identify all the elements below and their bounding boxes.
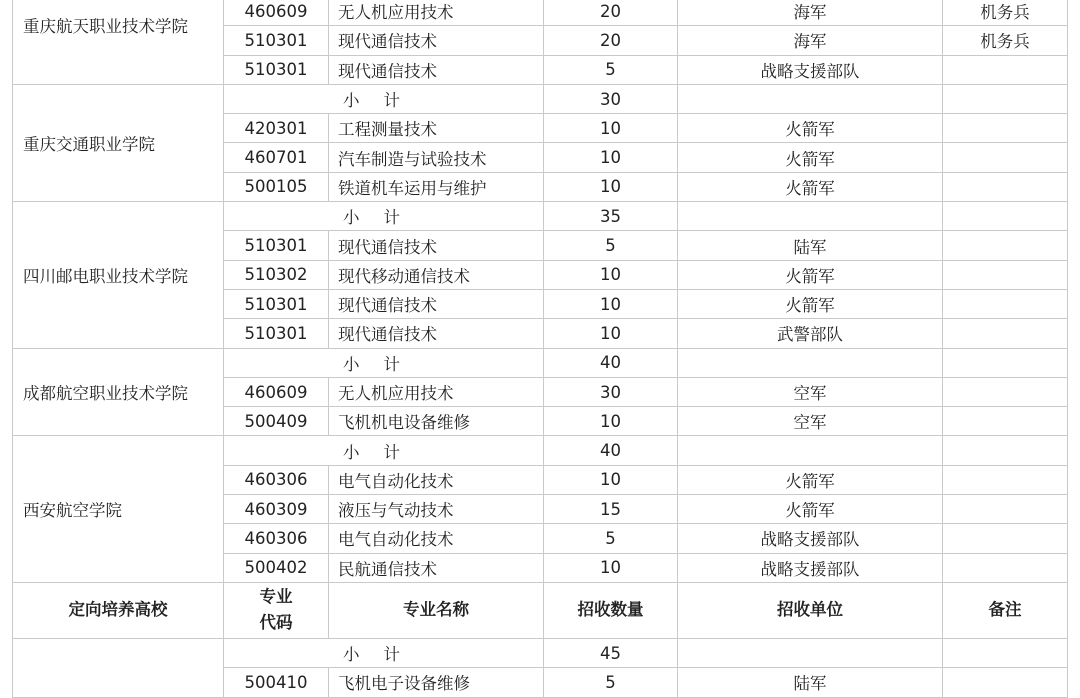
major-name: 飞机电子设备维修: [329, 668, 544, 697]
enroll-count: 10: [544, 289, 678, 318]
remark: [943, 465, 1068, 494]
remark: [943, 553, 1068, 582]
enroll-unit: 火箭军: [678, 114, 943, 143]
major-code: 500409: [224, 407, 329, 436]
enroll-unit: 战略支援部队: [678, 553, 943, 582]
major-code: 420301: [224, 114, 329, 143]
enroll-count: 5: [544, 668, 678, 697]
major-name: 工程测量技术: [329, 114, 544, 143]
school-name: 重庆航天职业技术学院: [13, 0, 224, 84]
major-name: 现代通信技术: [329, 319, 544, 348]
major-code: 460609: [224, 0, 329, 26]
subtotal-count: 45: [544, 638, 678, 667]
major-code: 510301: [224, 231, 329, 260]
major-code: 460609: [224, 377, 329, 406]
enroll-count: 10: [544, 319, 678, 348]
enroll-unit: 火箭军: [678, 260, 943, 289]
subtotal-row: [13, 348, 1080, 377]
remark: [943, 377, 1068, 406]
enroll-count: 10: [544, 114, 678, 143]
major-code: 460309: [224, 495, 329, 524]
header-code: 专业 代码: [224, 582, 329, 638]
header-major: 专业名称: [329, 582, 544, 638]
subtotal-row: [13, 436, 1080, 465]
major-name: 无人机应用技术: [329, 377, 544, 406]
major-name: 现代通信技术: [329, 55, 544, 84]
major-name: 铁道机车运用与维护: [329, 172, 544, 201]
recruitment-table: [12, 0, 1080, 698]
enroll-count: 30: [544, 377, 678, 406]
enroll-unit: 武警部队: [678, 319, 943, 348]
enroll-count: 10: [544, 172, 678, 201]
major-name: 液压与气动技术: [329, 495, 544, 524]
major-name: 现代通信技术: [329, 26, 544, 55]
major-code: 500410: [224, 668, 329, 697]
enroll-unit: 火箭军: [678, 143, 943, 172]
subtotal-label: 小 计: [224, 84, 544, 113]
major-code: 460306: [224, 465, 329, 494]
remark: [943, 668, 1068, 697]
school-name: [13, 638, 224, 697]
enroll-unit: 空军: [678, 407, 943, 436]
enroll-count: 15: [544, 495, 678, 524]
subtotal-row: [13, 638, 1080, 667]
major-name: 现代通信技术: [329, 289, 544, 318]
remark: [943, 319, 1068, 348]
enroll-count: 5: [544, 231, 678, 260]
subtotal-label: 小 计: [224, 436, 544, 465]
subtotal-row: [13, 84, 1080, 113]
enroll-count: 10: [544, 465, 678, 494]
major-code: 500402: [224, 553, 329, 582]
major-code: 510302: [224, 260, 329, 289]
enroll-count: 20: [544, 0, 678, 26]
major-code: 510301: [224, 26, 329, 55]
remark: 机务兵: [943, 0, 1068, 26]
enroll-unit: 陆军: [678, 668, 943, 697]
enroll-count: 5: [544, 55, 678, 84]
major-code: 510301: [224, 55, 329, 84]
table-row: [13, 0, 1080, 26]
major-name: 汽车制造与试验技术: [329, 143, 544, 172]
remark: [943, 143, 1068, 172]
subtotal-count: 40: [544, 436, 678, 465]
remark: [943, 55, 1068, 84]
major-name: 电气自动化技术: [329, 524, 544, 553]
enroll-unit: 空军: [678, 377, 943, 406]
subtotal-count: 30: [544, 84, 678, 113]
remark: [943, 231, 1068, 260]
major-name: 电气自动化技术: [329, 465, 544, 494]
school-name: 成都航空职业技术学院: [13, 348, 224, 436]
remark: [943, 495, 1068, 524]
header-count: 招收数量: [544, 582, 678, 638]
enroll-unit: 陆军: [678, 231, 943, 260]
enroll-unit: 战略支援部队: [678, 524, 943, 553]
subtotal-label: 小 计: [224, 202, 544, 231]
enroll-unit: 战略支援部队: [678, 55, 943, 84]
enroll-count: 20: [544, 26, 678, 55]
enroll-unit: 火箭军: [678, 289, 943, 318]
school-name: 四川邮电职业技术学院: [13, 202, 224, 348]
header-unit: 招收单位: [678, 582, 943, 638]
enroll-count: 10: [544, 553, 678, 582]
enroll-unit: 海军: [678, 0, 943, 26]
enroll-unit: 海军: [678, 26, 943, 55]
major-name: 飞机机电设备维修: [329, 407, 544, 436]
major-code: 510301: [224, 289, 329, 318]
remark: [943, 172, 1068, 201]
subtotal-label: 小 计: [224, 638, 544, 667]
subtotal-label: 小 计: [224, 348, 544, 377]
remark: [943, 524, 1068, 553]
remark: [943, 289, 1068, 318]
subtotal-row: [13, 202, 1080, 231]
enroll-count: 10: [544, 143, 678, 172]
major-name: 民航通信技术: [329, 553, 544, 582]
major-code: 500105: [224, 172, 329, 201]
subtotal-count: 35: [544, 202, 678, 231]
enroll-unit: 火箭军: [678, 495, 943, 524]
header-note: 备注: [943, 582, 1068, 638]
major-code: 460306: [224, 524, 329, 553]
remark: 机务兵: [943, 26, 1068, 55]
remark: [943, 114, 1068, 143]
school-name: 西安航空学院: [13, 436, 224, 582]
subtotal-count: 40: [544, 348, 678, 377]
school-name: 重庆交通职业学院: [13, 84, 224, 201]
major-name: 现代通信技术: [329, 231, 544, 260]
major-code: 510301: [224, 319, 329, 348]
remark: [943, 407, 1068, 436]
enroll-unit: 火箭军: [678, 465, 943, 494]
enroll-count: 10: [544, 260, 678, 289]
enroll-unit: 火箭军: [678, 172, 943, 201]
major-name: 现代移动通信技术: [329, 260, 544, 289]
enroll-count: 5: [544, 524, 678, 553]
remark: [943, 260, 1068, 289]
enroll-count: 10: [544, 407, 678, 436]
major-code: 460701: [224, 143, 329, 172]
major-name: 无人机应用技术: [329, 0, 544, 26]
table-header-row: [13, 582, 1080, 638]
header-school: 定向培养高校: [13, 582, 224, 638]
